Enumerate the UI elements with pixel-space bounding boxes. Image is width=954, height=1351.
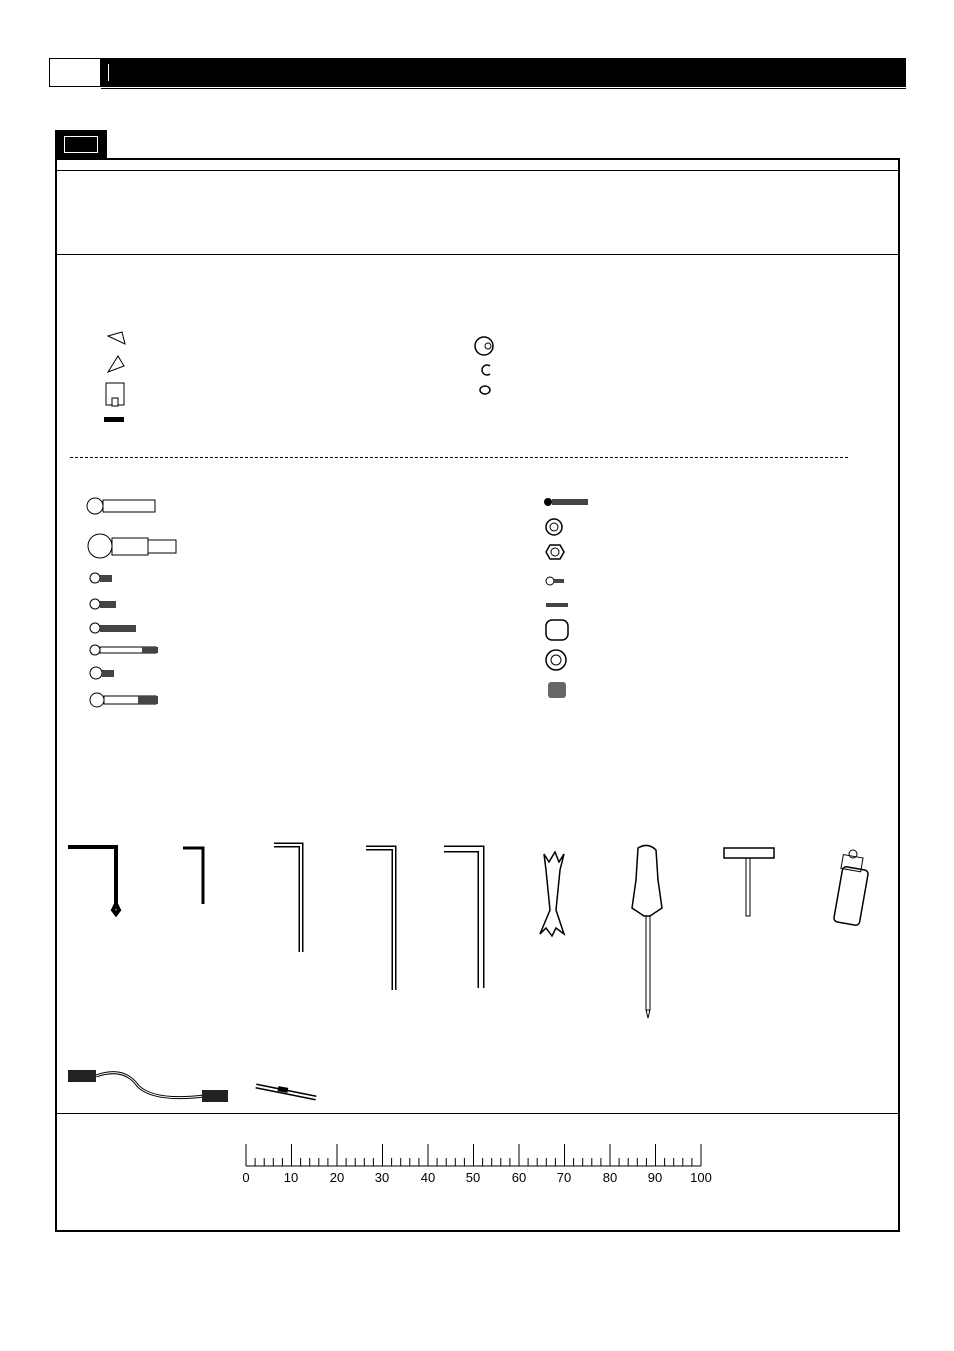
ruler-label: 40: [420, 1170, 436, 1185]
ruler-label: 80: [602, 1170, 618, 1185]
ruler-label: 90: [647, 1170, 663, 1185]
ruler-label: 60: [511, 1170, 527, 1185]
ruler-label: 30: [374, 1170, 390, 1185]
ruler-label: 50: [465, 1170, 481, 1185]
ruler-label: 70: [556, 1170, 572, 1185]
ruler-label: 100: [690, 1170, 712, 1185]
ruler-label: 10: [283, 1170, 299, 1185]
ruler-label: 20: [329, 1170, 345, 1185]
ruler-label: 0: [242, 1170, 250, 1185]
